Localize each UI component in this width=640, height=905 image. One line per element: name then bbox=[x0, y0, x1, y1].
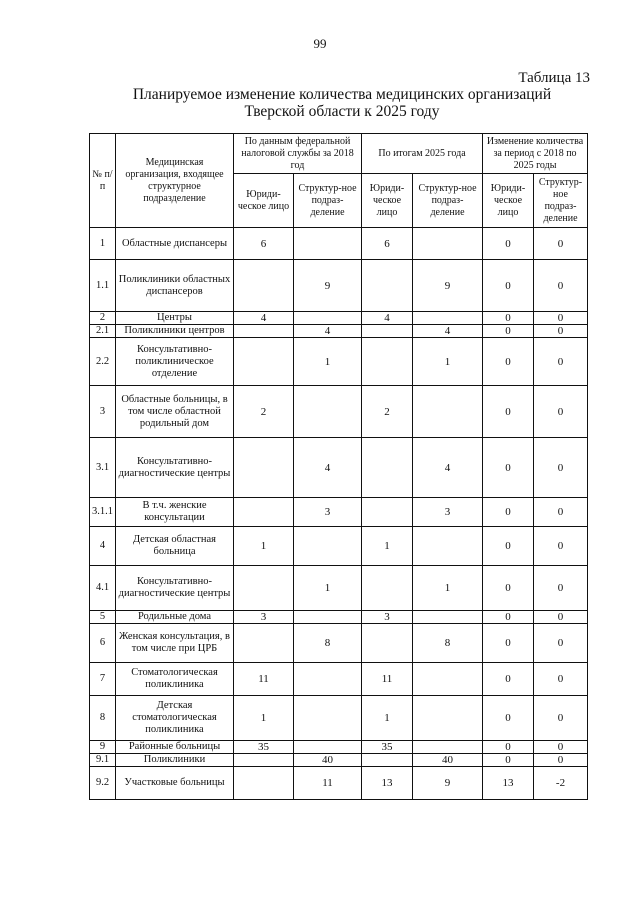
row-value-cell: 9 bbox=[413, 260, 483, 312]
row-value-cell bbox=[362, 338, 413, 386]
table-row bbox=[90, 386, 588, 438]
row-value-cell: 3 bbox=[362, 611, 413, 624]
table-row bbox=[90, 498, 588, 527]
row-number: 3.1.1 bbox=[90, 498, 116, 527]
row-value-cell: 4 bbox=[294, 325, 362, 338]
table-row bbox=[90, 741, 588, 754]
row-organization-name: В т.ч. женские консультации bbox=[116, 498, 234, 527]
row-value-cell: 1 bbox=[362, 527, 413, 566]
table-title-line-1: Планируемое изменение количества медицинских организаций bbox=[132, 86, 552, 103]
header-num: № п/п bbox=[90, 134, 116, 228]
header-group-change: Изменение количества за период с 2018 по 2025 годы bbox=[483, 134, 588, 174]
header-group-2018: По данным федеральной налоговой службы за 2018 год bbox=[234, 134, 362, 174]
row-organization-name: Родильные дома bbox=[116, 611, 234, 624]
row-value-cell bbox=[234, 338, 294, 386]
table-row bbox=[90, 228, 588, 260]
row-value-cell: 8 bbox=[294, 624, 362, 663]
row-value-cell: 1 bbox=[413, 566, 483, 611]
row-value-cell bbox=[294, 611, 362, 624]
row-value-cell: 1 bbox=[362, 696, 413, 741]
table-row bbox=[90, 566, 588, 611]
header-legal-2025: Юриди-ческое лицо bbox=[362, 174, 413, 228]
row-value-cell: 0 bbox=[534, 696, 588, 741]
row-organization-name: Областные диспансеры bbox=[116, 228, 234, 260]
row-value-cell: 0 bbox=[534, 741, 588, 754]
row-value-cell: 0 bbox=[483, 663, 534, 696]
row-value-cell: 0 bbox=[534, 325, 588, 338]
row-value-cell: 0 bbox=[534, 624, 588, 663]
row-value-cell: 11 bbox=[234, 663, 294, 696]
row-organization-name: Детская стоматологическая поликлиника bbox=[116, 696, 234, 741]
row-organization-name: Областные больницы, в том числе областной родильный дом bbox=[116, 386, 234, 438]
header-group-2025: По итогам 2025 года bbox=[362, 134, 483, 174]
table-row bbox=[90, 325, 588, 338]
row-number: 1.1 bbox=[90, 260, 116, 312]
row-organization-name: Стоматологическая поликлиника bbox=[116, 663, 234, 696]
row-value-cell bbox=[234, 767, 294, 800]
row-value-cell: 35 bbox=[362, 741, 413, 754]
row-value-cell: 0 bbox=[534, 438, 588, 498]
row-value-cell bbox=[413, 527, 483, 566]
row-organization-name: Поликлиники центров bbox=[116, 325, 234, 338]
row-value-cell: 40 bbox=[413, 754, 483, 767]
row-number: 9.1 bbox=[90, 754, 116, 767]
row-organization-name: Поликлиники bbox=[116, 754, 234, 767]
row-value-cell bbox=[413, 228, 483, 260]
row-number: 9 bbox=[90, 741, 116, 754]
row-number: 8 bbox=[90, 696, 116, 741]
row-value-cell bbox=[234, 754, 294, 767]
row-number: 3 bbox=[90, 386, 116, 438]
row-organization-name: Районные больницы bbox=[116, 741, 234, 754]
row-value-cell bbox=[234, 498, 294, 527]
row-value-cell bbox=[413, 386, 483, 438]
row-value-cell: 0 bbox=[483, 527, 534, 566]
row-value-cell bbox=[362, 498, 413, 527]
row-value-cell: 4 bbox=[294, 438, 362, 498]
table-body bbox=[90, 228, 588, 800]
header-legal-change: Юриди-ческое лицо bbox=[483, 174, 534, 228]
row-value-cell: 3 bbox=[234, 611, 294, 624]
row-value-cell: 0 bbox=[534, 386, 588, 438]
row-value-cell: 4 bbox=[234, 312, 294, 325]
table-row bbox=[90, 696, 588, 741]
row-value-cell: 9 bbox=[294, 260, 362, 312]
header-struct-2025: Структур-ное подраз-деление bbox=[413, 174, 483, 228]
row-organization-name: Женская консультация, в том числе при ЦРБ bbox=[116, 624, 234, 663]
row-value-cell: 6 bbox=[362, 228, 413, 260]
row-organization-name: Участковые больницы bbox=[116, 767, 234, 800]
row-value-cell: 0 bbox=[534, 260, 588, 312]
row-value-cell: 0 bbox=[534, 338, 588, 386]
row-value-cell bbox=[294, 696, 362, 741]
row-value-cell: 0 bbox=[483, 754, 534, 767]
header-legal-2018: Юриди-ческое лицо bbox=[234, 174, 294, 228]
row-value-cell: 0 bbox=[483, 566, 534, 611]
row-value-cell bbox=[413, 312, 483, 325]
row-number: 2.1 bbox=[90, 325, 116, 338]
row-value-cell: 0 bbox=[534, 566, 588, 611]
row-value-cell: 4 bbox=[413, 325, 483, 338]
row-value-cell: 0 bbox=[483, 624, 534, 663]
header-struct-change: Структур-ное подраз-деление bbox=[534, 174, 588, 228]
row-value-cell: 1 bbox=[234, 696, 294, 741]
row-organization-name: Консультативно-диагностические центры bbox=[116, 566, 234, 611]
row-value-cell: 0 bbox=[483, 312, 534, 325]
row-value-cell bbox=[362, 260, 413, 312]
header-organization: Медицинская организация, входящее структурное подразделение bbox=[116, 134, 234, 228]
row-organization-name: Детская областная больница bbox=[116, 527, 234, 566]
row-value-cell bbox=[234, 325, 294, 338]
row-value-cell: 1 bbox=[234, 527, 294, 566]
table-row bbox=[90, 527, 588, 566]
row-value-cell: 0 bbox=[483, 260, 534, 312]
row-value-cell: 0 bbox=[483, 741, 534, 754]
row-value-cell bbox=[234, 566, 294, 611]
row-value-cell: 8 bbox=[413, 624, 483, 663]
row-value-cell: 35 bbox=[234, 741, 294, 754]
row-value-cell bbox=[413, 696, 483, 741]
row-number: 5 bbox=[90, 611, 116, 624]
row-value-cell: 0 bbox=[483, 696, 534, 741]
row-value-cell bbox=[294, 312, 362, 325]
row-value-cell: 0 bbox=[534, 663, 588, 696]
row-number: 3.1 bbox=[90, 438, 116, 498]
row-number: 7 bbox=[90, 663, 116, 696]
table-row bbox=[90, 338, 588, 386]
row-number: 9.2 bbox=[90, 767, 116, 800]
row-value-cell bbox=[294, 228, 362, 260]
row-number: 1 bbox=[90, 228, 116, 260]
row-value-cell bbox=[294, 741, 362, 754]
row-value-cell: 9 bbox=[413, 767, 483, 800]
row-value-cell: 0 bbox=[483, 386, 534, 438]
table-title-line-2: Тверской области к 2025 году bbox=[244, 103, 440, 120]
table-title bbox=[0, 86, 640, 120]
row-value-cell: 0 bbox=[534, 611, 588, 624]
row-value-cell bbox=[362, 438, 413, 498]
row-value-cell bbox=[362, 754, 413, 767]
row-value-cell: 3 bbox=[294, 498, 362, 527]
row-value-cell bbox=[294, 527, 362, 566]
row-value-cell: 2 bbox=[234, 386, 294, 438]
table-row bbox=[90, 611, 588, 624]
row-value-cell: 3 bbox=[413, 498, 483, 527]
row-value-cell: 0 bbox=[483, 438, 534, 498]
row-value-cell bbox=[413, 611, 483, 624]
row-value-cell: 0 bbox=[483, 611, 534, 624]
row-number: 4 bbox=[90, 527, 116, 566]
table-row bbox=[90, 312, 588, 325]
row-value-cell bbox=[413, 663, 483, 696]
row-value-cell: 2 bbox=[362, 386, 413, 438]
organizations-table bbox=[89, 133, 588, 800]
table-row bbox=[90, 663, 588, 696]
row-value-cell bbox=[362, 624, 413, 663]
row-value-cell: 13 bbox=[362, 767, 413, 800]
row-number: 6 bbox=[90, 624, 116, 663]
row-value-cell: 0 bbox=[483, 338, 534, 386]
table-row bbox=[90, 260, 588, 312]
row-value-cell: 1 bbox=[294, 566, 362, 611]
row-value-cell: 11 bbox=[294, 767, 362, 800]
row-value-cell: 0 bbox=[483, 325, 534, 338]
row-value-cell bbox=[294, 386, 362, 438]
row-value-cell: 6 bbox=[234, 228, 294, 260]
row-value-cell bbox=[294, 663, 362, 696]
row-number: 2 bbox=[90, 312, 116, 325]
row-value-cell: 0 bbox=[483, 498, 534, 527]
row-value-cell bbox=[362, 566, 413, 611]
table-row bbox=[90, 624, 588, 663]
table-row bbox=[90, 754, 588, 767]
row-value-cell: 11 bbox=[362, 663, 413, 696]
row-value-cell: 4 bbox=[362, 312, 413, 325]
row-organization-name: Центры bbox=[116, 312, 234, 325]
row-value-cell: 40 bbox=[294, 754, 362, 767]
row-value-cell bbox=[362, 325, 413, 338]
row-value-cell: 0 bbox=[534, 754, 588, 767]
row-value-cell bbox=[234, 260, 294, 312]
row-value-cell: 0 bbox=[534, 527, 588, 566]
table-label: Таблица 13 bbox=[518, 70, 590, 86]
header-struct-2018: Структур-ное подраз-деление bbox=[294, 174, 362, 228]
row-value-cell: 4 bbox=[413, 438, 483, 498]
row-organization-name: Поликлиники областных диспансеров bbox=[116, 260, 234, 312]
row-value-cell: 0 bbox=[483, 228, 534, 260]
row-organization-name: Консультативно-диагностические центры bbox=[116, 438, 234, 498]
row-value-cell bbox=[234, 624, 294, 663]
row-value-cell bbox=[234, 438, 294, 498]
row-value-cell: 13 bbox=[483, 767, 534, 800]
table-row bbox=[90, 767, 588, 800]
row-value-cell: 1 bbox=[413, 338, 483, 386]
row-number: 4.1 bbox=[90, 566, 116, 611]
row-organization-name: Консультативно-поликлиническое отделение bbox=[116, 338, 234, 386]
row-value-cell: 0 bbox=[534, 228, 588, 260]
row-value-cell: -2 bbox=[534, 767, 588, 800]
row-value-cell: 0 bbox=[534, 498, 588, 527]
table-row bbox=[90, 438, 588, 498]
row-value-cell bbox=[413, 741, 483, 754]
row-value-cell: 0 bbox=[534, 312, 588, 325]
row-value-cell: 1 bbox=[294, 338, 362, 386]
row-number: 2.2 bbox=[90, 338, 116, 386]
page-number: 99 bbox=[313, 36, 327, 51]
